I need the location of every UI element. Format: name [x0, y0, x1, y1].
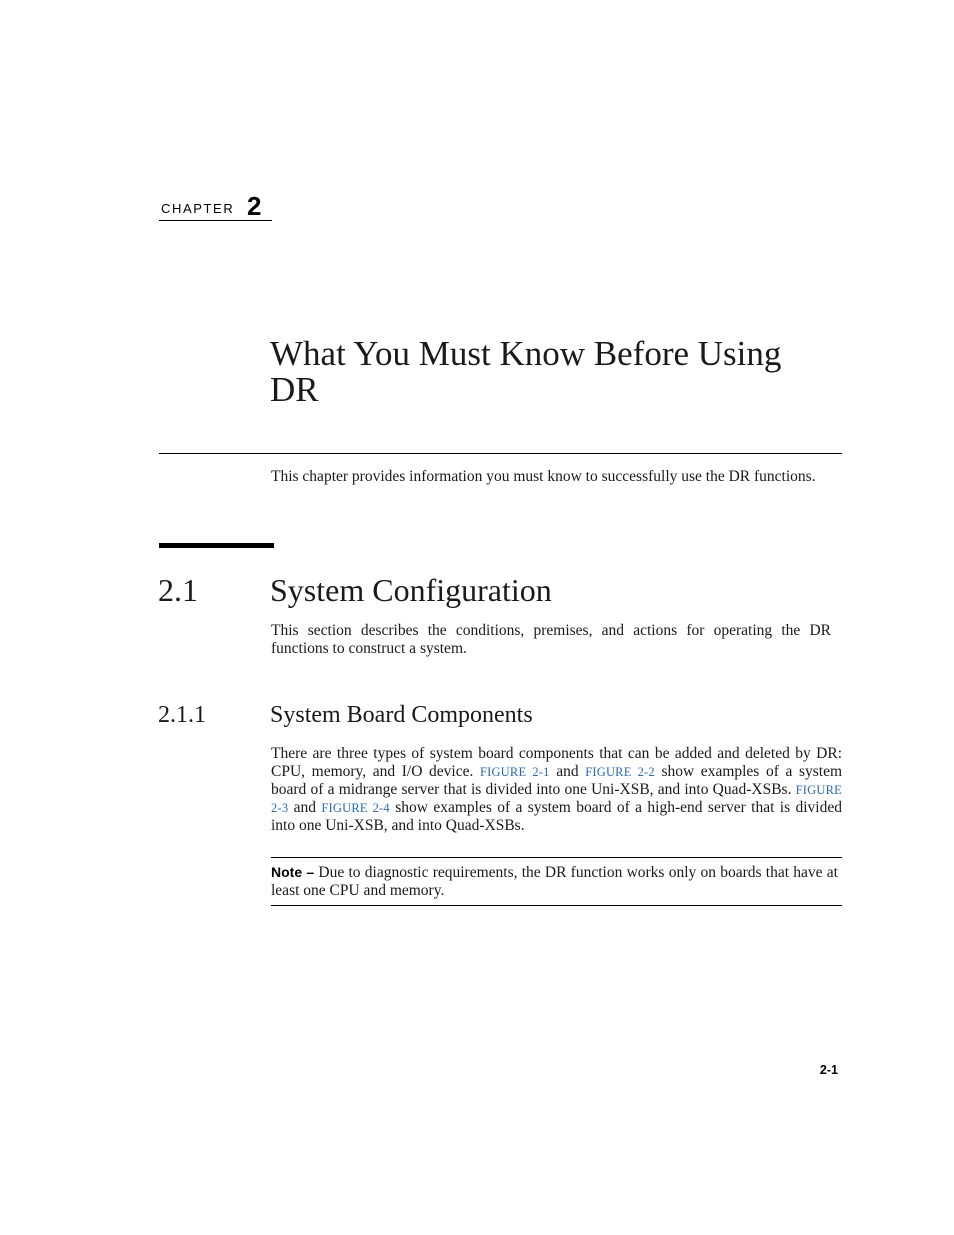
figure-link-2-2[interactable]: FIGURE 2-2 — [585, 765, 655, 779]
subsection-title: System Board Components — [270, 702, 533, 728]
chapter-number: 2 — [247, 191, 262, 221]
figure-link-2-4[interactable]: FIGURE 2-4 — [321, 801, 390, 815]
subsection-number: 2.1.1 — [158, 702, 206, 728]
note — [271, 863, 838, 900]
figure-link-2-3[interactable]: FIGURE 2-3 — [271, 783, 842, 815]
chapter-title — [270, 336, 850, 408]
section-title: System Configuration — [270, 572, 552, 608]
paragraph-text: show examples of a system board of a midrange server that is divided into one Uni-XSB, and into Quad-XSBs. — [271, 763, 843, 798]
paragraph-text: and — [549, 763, 586, 780]
chapter-label: CHAPTER — [161, 201, 235, 216]
note-label: Note – — [271, 864, 315, 880]
note-text: Due to diagnostic requirements, the DR function works only on boards that have at least one CPU and memory. — [271, 864, 838, 899]
paragraph-text: show examples of a system board of a high-end server that is divided into one Uni-XSB, and into Quad-XSBs. — [271, 799, 842, 834]
section-number: 2.1 — [158, 572, 198, 608]
chapter-intro: This chapter provides information you must know to successfully use the DR functions. — [271, 468, 816, 485]
chapter-title-line-2: DR — [270, 370, 319, 409]
chapter-heading — [159, 193, 272, 221]
note-bottom-rule — [271, 905, 842, 906]
page-number: 2-1 — [819, 1063, 838, 1077]
paragraph-text: There are three types of system board components that can be added and deleted by DR: CPU, memory, and I/O device. — [271, 745, 842, 780]
subsection-paragraph — [271, 745, 842, 835]
section-intro: This section describes the conditions, premises, and actions for operating the DR functions to construct a system. — [271, 622, 831, 657]
note-top-rule — [271, 857, 842, 858]
paragraph-text: and — [288, 799, 322, 816]
chapter-divider — [159, 453, 842, 454]
figure-link-2-1[interactable]: FIGURE 2-1 — [479, 765, 550, 779]
chapter-title-line-1: What You Must Know Before Using — [270, 334, 782, 373]
section-bar — [159, 543, 274, 548]
